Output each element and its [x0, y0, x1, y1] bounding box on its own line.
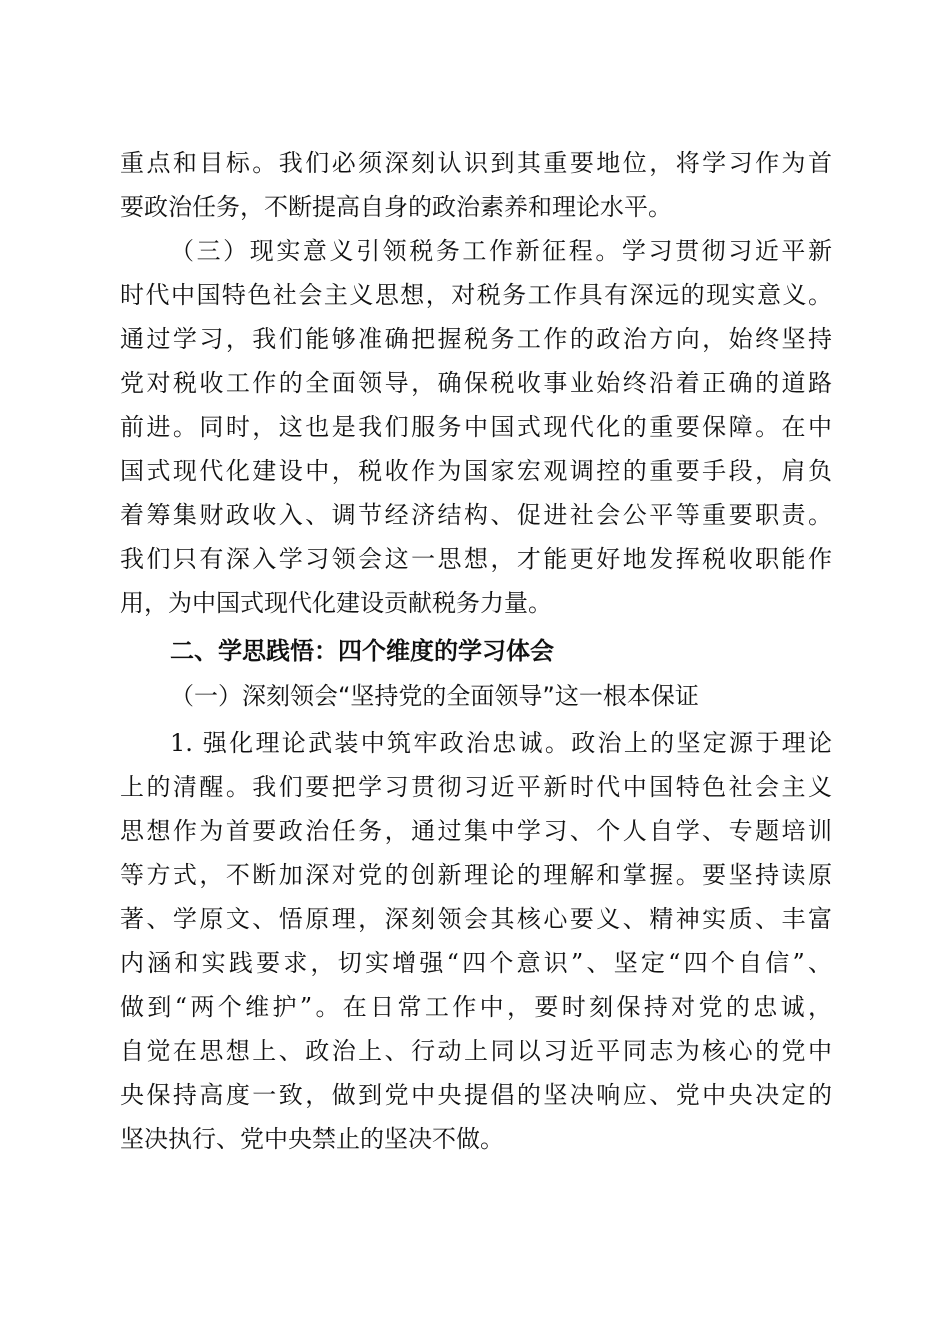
text-line: 党对税收工作的全面领导，确保税收事业始终沿着正确的道路	[120, 369, 832, 397]
text-line: 等方式，不断加深对党的创新理论的理解和掌握。要坚持读原	[120, 861, 832, 889]
section-lead-line: （三）现实意义引领税务工作新征程。学习贯彻习近平新	[170, 237, 832, 265]
text-line: 国式现代化建设中，税收作为国家宏观调控的重要手段，肩负	[120, 457, 832, 485]
text-line: 前进。同时，这也是我们服务中国式现代化的重要保障。在中	[120, 413, 832, 441]
text-line: 重点和目标。我们必须深刻认识到其重要地位，将学习作为首	[120, 149, 832, 177]
text-line: 坚决执行、党中央禁止的坚决不做。	[120, 1125, 504, 1153]
text-line: 自觉在思想上、政治上、行动上同以习近平同志为核心的党中	[120, 1037, 832, 1065]
text-line: 央保持高度一致，做到党中央提倡的坚决响应、党中央决定的	[120, 1081, 832, 1109]
text-line: 思想作为首要政治任务，通过集中学习、个人自学、专题培训	[120, 817, 832, 845]
text-line: 用，为中国式现代化建设贡献税务力量。	[120, 589, 552, 617]
text-line: 着筹集财政收入、调节经济结构、促进社会公平等重要职责。	[120, 501, 832, 529]
text-line: 我们只有深入学习领会这一思想，才能更好地发挥税收职能作	[120, 545, 832, 573]
text-line: 通过学习，我们能够准确把握税务工作的政治方向，始终坚持	[120, 325, 832, 353]
subsection-heading: （一）深刻领会“坚持党的全面领导”这一根本保证	[170, 682, 699, 710]
text-line: 1. 强化理论武装中筑牢政治忠诚。政治上的坚定源于理论	[170, 729, 832, 757]
text-line: 内涵和实践要求，切实增强“四个意识”、坚定“四个自信”、	[120, 949, 832, 977]
text-line: 时代中国特色社会主义思想，对税务工作具有深远的现实意义。	[120, 281, 832, 309]
text-line: 上的清醒。我们要把学习贯彻习近平新时代中国特色社会主义	[120, 773, 832, 801]
text-line: 著、学原文、悟原理，深刻领会其核心要义、精神实质、丰富	[120, 905, 832, 933]
text-line: 做到“两个维护”。在日常工作中，要时刻保持对党的忠诚，	[120, 993, 832, 1021]
section-heading: 二、学思践悟：四个维度的学习体会	[170, 637, 554, 665]
text-line: 要政治任务，不断提高自身的政治素养和理论水平。	[120, 193, 672, 221]
